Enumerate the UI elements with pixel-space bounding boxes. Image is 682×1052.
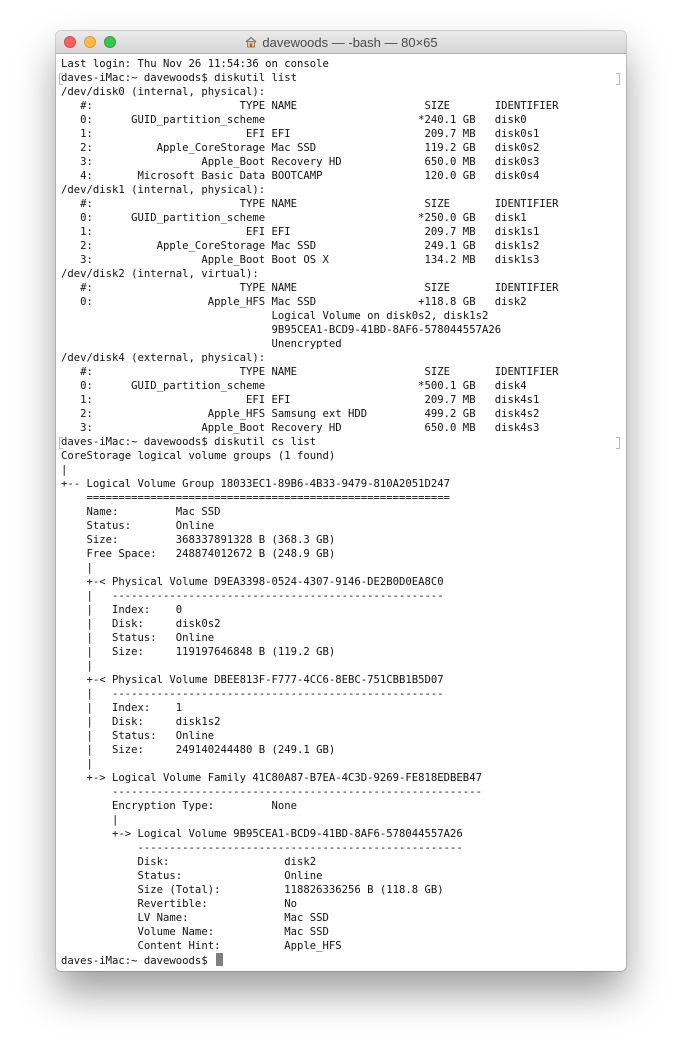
terminal-line: ---------------------------------------------------------- [61, 786, 482, 798]
terminal-line: | Index: 1 [61, 702, 183, 714]
terminal-line: 0: GUID_partition_scheme *250.0 GB disk1 [61, 212, 527, 224]
terminal-line: ========================================================= [61, 492, 451, 504]
terminal-line: Revertible: No [61, 898, 297, 910]
terminal-line: | Index: 0 [61, 604, 183, 616]
terminal-line: Status: Online [61, 520, 215, 532]
terminal-line: 2: Apple_HFS Samsung ext HDD 499.2 GB disk4s2 [61, 408, 540, 420]
terminal-line: +-< Physical Volume DBEE813F-F777-4CC6-8EBC-751CBB1B5D07 [61, 674, 444, 686]
terminal-line: CoreStorage logical volume groups (1 found) [61, 450, 336, 462]
terminal-line: LV Name: Mac SSD [61, 912, 329, 924]
terminal-line: 1: EFI EFI 209.7 MB disk1s1 [61, 226, 540, 238]
terminal-line: | [61, 660, 93, 672]
terminal-line: 3: Apple_Boot Recovery HD 650.0 MB disk4s3 [61, 422, 540, 434]
terminal-line: Disk: disk2 [61, 856, 317, 868]
terminal-line: 1: EFI EFI 209.7 MB disk0s1 [61, 128, 540, 140]
terminal-line: 2: Apple_CoreStorage Mac SSD 119.2 GB disk0s2 [61, 142, 540, 154]
terminal-window [56, 31, 626, 971]
terminal-line: 0: GUID_partition_scheme *240.1 GB disk0 [61, 114, 527, 126]
terminal-line: Size: 368337891328 B (368.3 GB) [61, 534, 336, 546]
terminal-line: | [61, 562, 93, 574]
terminal-line: #: TYPE NAME SIZE IDENTIFIER [61, 198, 559, 210]
terminal-line: 0: Apple_HFS Mac SSD +118.8 GB disk2 [61, 296, 527, 308]
terminal-line: 4: Microsoft Basic Data BOOTCAMP 120.0 GB disk0s4 [61, 170, 540, 182]
home-icon [244, 35, 258, 49]
terminal-line: | [61, 814, 119, 826]
terminal-line: --------------------------------------------------- [61, 842, 463, 854]
terminal-line: 0: GUID_partition_scheme *500.1 GB disk4 [61, 380, 527, 392]
terminal-line: 3: Apple_Boot Recovery HD 650.0 MB disk0s3 [61, 156, 540, 168]
terminal-line: | [61, 758, 93, 770]
terminal-line: +-> Logical Volume 9B95CEA1-BCD9-41BD-8AF6-578044557A26 [61, 828, 463, 840]
terminal-line: #: TYPE NAME SIZE IDENTIFIER [61, 282, 559, 294]
terminal-line: Size (Total): 118826336256 B (118.8 GB) [61, 884, 444, 896]
prompt-line[interactable] [61, 953, 622, 967]
terminal-line: | Disk: disk1s2 [61, 716, 221, 728]
terminal-line: #: TYPE NAME SIZE IDENTIFIER [61, 100, 559, 112]
title-bar[interactable] [56, 31, 626, 54]
terminal-line: Content Hint: Apple_HFS [61, 940, 342, 952]
terminal-line: Unencrypted [61, 338, 342, 350]
terminal-line: Volume Name: Mac SSD [61, 926, 329, 938]
terminal-line: #: TYPE NAME SIZE IDENTIFIER [61, 366, 559, 378]
mark-bracket-left [59, 73, 63, 85]
terminal-line: +-> Logical Volume Family 41C80A87-B7EA-4C3D-9269-FE818EDBEB47 [61, 772, 482, 784]
terminal-output[interactable] [61, 57, 622, 971]
terminal-line: | Status: Online [61, 632, 215, 644]
terminal-line: Logical Volume on disk0s2, disk1s2 [61, 310, 489, 322]
terminal-line: | Size: 249140244480 B (249.1 GB) [61, 744, 336, 756]
terminal-line: | ---------------------------------------------------- [61, 590, 444, 602]
terminal-lines [61, 57, 622, 953]
terminal-line: 1: EFI EFI 209.7 MB disk4s1 [61, 394, 540, 406]
mark-bracket-left [59, 437, 63, 449]
terminal-line: | Status: Online [61, 730, 215, 742]
shell-prompt: daves-iMac:~ davewoods$ [61, 955, 215, 967]
terminal-line: /dev/disk4 (external, physical): [61, 352, 266, 364]
terminal-line: | ---------------------------------------------------- [61, 688, 444, 700]
terminal-line: daves-iMac:~ davewoods$ diskutil list [61, 72, 297, 84]
terminal-line: /dev/disk1 (internal, physical): [61, 184, 266, 196]
terminal-line: 2: Apple_CoreStorage Mac SSD 249.1 GB disk1s2 [61, 240, 540, 252]
terminal-line: | [61, 464, 68, 476]
terminal-line: 3: Apple_Boot Boot OS X 134.2 MB disk1s3 [61, 254, 540, 266]
terminal-line: | Disk: disk0s2 [61, 618, 221, 630]
terminal-line: /dev/disk2 (internal, virtual): [61, 268, 259, 280]
window-title-area [56, 31, 626, 53]
terminal-line: Last login: Thu Nov 26 11:54:36 on console [61, 58, 329, 70]
terminal-line: Free Space: 248874012672 B (248.9 GB) [61, 548, 336, 560]
terminal-line: | Size: 119197646848 B (119.2 GB) [61, 646, 336, 658]
terminal-line: daves-iMac:~ davewoods$ diskutil cs list [61, 436, 317, 448]
terminal-line: Encryption Type: None [61, 800, 297, 812]
terminal-line: 9B95CEA1-BCD9-41BD-8AF6-578044557A26 [61, 324, 502, 336]
terminal-line: Name: Mac SSD [61, 506, 221, 518]
terminal-line: +-- Logical Volume Group 18033EC1-89B6-4B33-9479-810A2051D247 [61, 478, 451, 490]
mark-bracket-right [616, 437, 620, 449]
text-cursor [216, 953, 223, 966]
terminal-line: Status: Online [61, 870, 323, 882]
mark-bracket-right [616, 73, 620, 85]
window-title: davewoods — -bash — 80×65 [262, 34, 438, 50]
terminal-line: +-< Physical Volume D9EA3398-0524-4307-9146-DE2B0D0EA8C0 [61, 576, 444, 588]
terminal-line: /dev/disk0 (internal, physical): [61, 86, 266, 98]
